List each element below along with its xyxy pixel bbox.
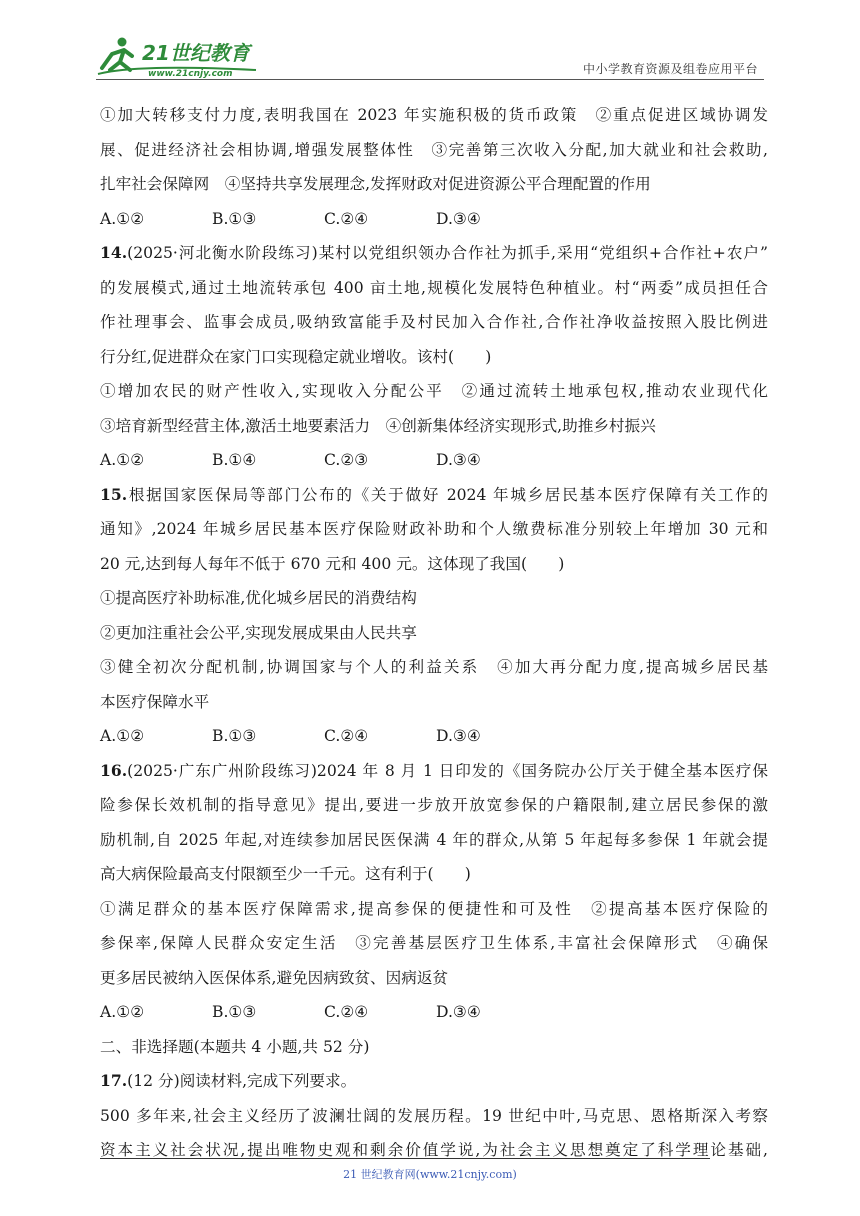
answer-c: C.②③ <box>324 451 369 469</box>
q14-stem-line: 行分红,促进群众在家门口实现稳定就业增收。该村( ) <box>100 347 492 366</box>
logo-text: 21世纪教育 <box>142 41 250 65</box>
answer-d: D.③④ <box>436 727 481 745</box>
q15-option: ②更加注重社会公平,实现发展成果由人民共享 <box>100 623 417 642</box>
answer-a: A.①② <box>100 451 145 469</box>
answer-a: A.①② <box>100 727 145 745</box>
footer-divider <box>100 1158 710 1159</box>
q15-option: ①提高医疗补助标准,优化城乡居民的消费结构 <box>100 589 417 607</box>
q16-stem-line: 险参保长效机制的指导意见》提出,要进一步放开放宽参保的户籍限制,建立居民参保的激 <box>100 796 768 814</box>
answer-c: C.②④ <box>324 727 369 745</box>
answer-b: B.①③ <box>212 209 257 228</box>
answer-c: C.②④ <box>324 209 369 228</box>
question-number: 16. <box>100 760 128 780</box>
section-heading: 二、非选择题(本题共 4 小题,共 52 分) <box>100 1037 370 1056</box>
q14-stem-line: 的发展模式,通过土地流转承包 400 亩土地,规模化发展特色种植业。村“两委”成员担任合 <box>100 278 768 297</box>
q17-stem-text: (12 分)阅读材料,完成下列要求。 <box>127 1072 357 1090</box>
q16-option-line: 参保率,保障人民群众安定生活 ③完善基层医疗卫生体系,丰富社会保障形式 ④确保 <box>100 934 768 952</box>
q15-answers <box>100 719 768 754</box>
q13-option-line: 扎牢社会保障网 ④坚持共享发展理念,发挥财政对促进资源公平合理配置的作用 <box>100 175 651 193</box>
q14-answers <box>100 443 768 478</box>
q17-material-line: 资本主义社会状况,提出唯物史观和剩余价值学说,为社会主义思想奠定了科学理论基础, <box>100 1141 768 1159</box>
q16-answers <box>100 995 768 1030</box>
q14-option-line: ①增加农民的财产性收入,实现收入分配公平 ②通过流转土地承包权,推动农业现代化 <box>100 382 768 400</box>
header-divider <box>96 79 764 80</box>
page-content <box>100 98 768 1168</box>
answer-b: B.①④ <box>212 451 257 469</box>
answer-a: A.①② <box>100 209 145 228</box>
answer-b: B.①③ <box>212 1003 257 1021</box>
platform-label: 中小学教育资源及组卷应用平台 <box>582 62 758 76</box>
answer-b: B.①③ <box>212 727 257 745</box>
question-number: 14. <box>100 243 128 262</box>
answer-c: C.②④ <box>324 1003 369 1021</box>
q14-stem-line: 作社理事会、监事会成员,吸纳致富能手及村民加入合作社,合作社净收益按照入股比例进 <box>100 313 768 331</box>
q16-stem-text: (2025·广东广州阶段练习)2024 年 8 月 1 日印发的《国务院办公厅关于健全基本医疗保 <box>127 761 768 780</box>
page-header <box>96 34 764 80</box>
answer-d: D.③④ <box>436 451 481 469</box>
q15-stem-line: 通知》,2024 年城乡居民基本医疗保险财政补助和个人缴费标准分别较上年增加 30 元和 <box>100 520 768 538</box>
question-number: 17. <box>100 1071 128 1090</box>
q17-stem-line <box>100 1064 768 1099</box>
q13-option-line: 展、促进经济社会相协调,增强发展整体性 ③完善第三次收入分配,加大就业和社会救助, <box>100 140 768 159</box>
q15-stem-text: 根据国家医保局等部门公布的《关于做好 2024 年城乡居民基本医疗保障有关工作的 <box>127 485 768 504</box>
q15-option-line: 本医疗保障水平 <box>100 692 210 711</box>
answer-d: D.③④ <box>436 1003 481 1021</box>
q13-answers <box>100 202 768 237</box>
q14-stem-text: (2025·河北衡水阶段练习)某村以党组织领办合作社为抓手,采用“党组织+合作社+农户” <box>127 244 768 262</box>
q16-option-line: 更多居民被纳入医保体系,避免因病致贫、因病返贫 <box>100 968 449 987</box>
footer-text: 21 世纪教育网(www.21cnjy.com) <box>343 1168 517 1181</box>
logo-url: www.21cnjy.com <box>148 69 233 78</box>
q16-stem-line: 高大病保险最高支付限额至少一千元。这有利于( ) <box>100 865 471 883</box>
q16-stem-line: 励机制,自 2025 年起,对连续参加居民医保满 4 年的群众,从第 5 年起每多参保 1 年就会提 <box>100 830 768 849</box>
answer-a: A.①② <box>100 1003 145 1021</box>
q15-option-line: ③健全初次分配机制,协调国家与个人的利益关系 ④加大再分配力度,提高城乡居民基 <box>100 658 768 676</box>
answer-d: D.③④ <box>436 209 481 228</box>
question-number: 15. <box>100 484 128 504</box>
q14-stem-line <box>100 236 768 271</box>
q13-option-line: ①加大转移支付力度,表明我国在 2023 年实施积极的货币政策 ②重点促进区域协调发 <box>100 106 768 124</box>
q15-stem-line <box>100 478 768 513</box>
logo <box>96 34 266 78</box>
q17-material-line: 500 多年来,社会主义经历了波澜壮阔的发展历程。19 世纪中叶,马克思、恩格斯深入考察 <box>100 1106 768 1125</box>
q16-stem-line <box>100 754 768 789</box>
q14-option-line: ③培育新型经营主体,激活土地要素活力 ④创新集体经济实现形式,助推乡村振兴 <box>100 416 656 435</box>
q16-option-line: ①满足群众的基本医疗保障需求,提高参保的便捷性和可及性 ②提高基本医疗保险的 <box>100 899 768 918</box>
q15-stem-line: 20 元,达到每人每年不低于 670 元和 400 元。这体现了我国( ) <box>100 554 565 573</box>
